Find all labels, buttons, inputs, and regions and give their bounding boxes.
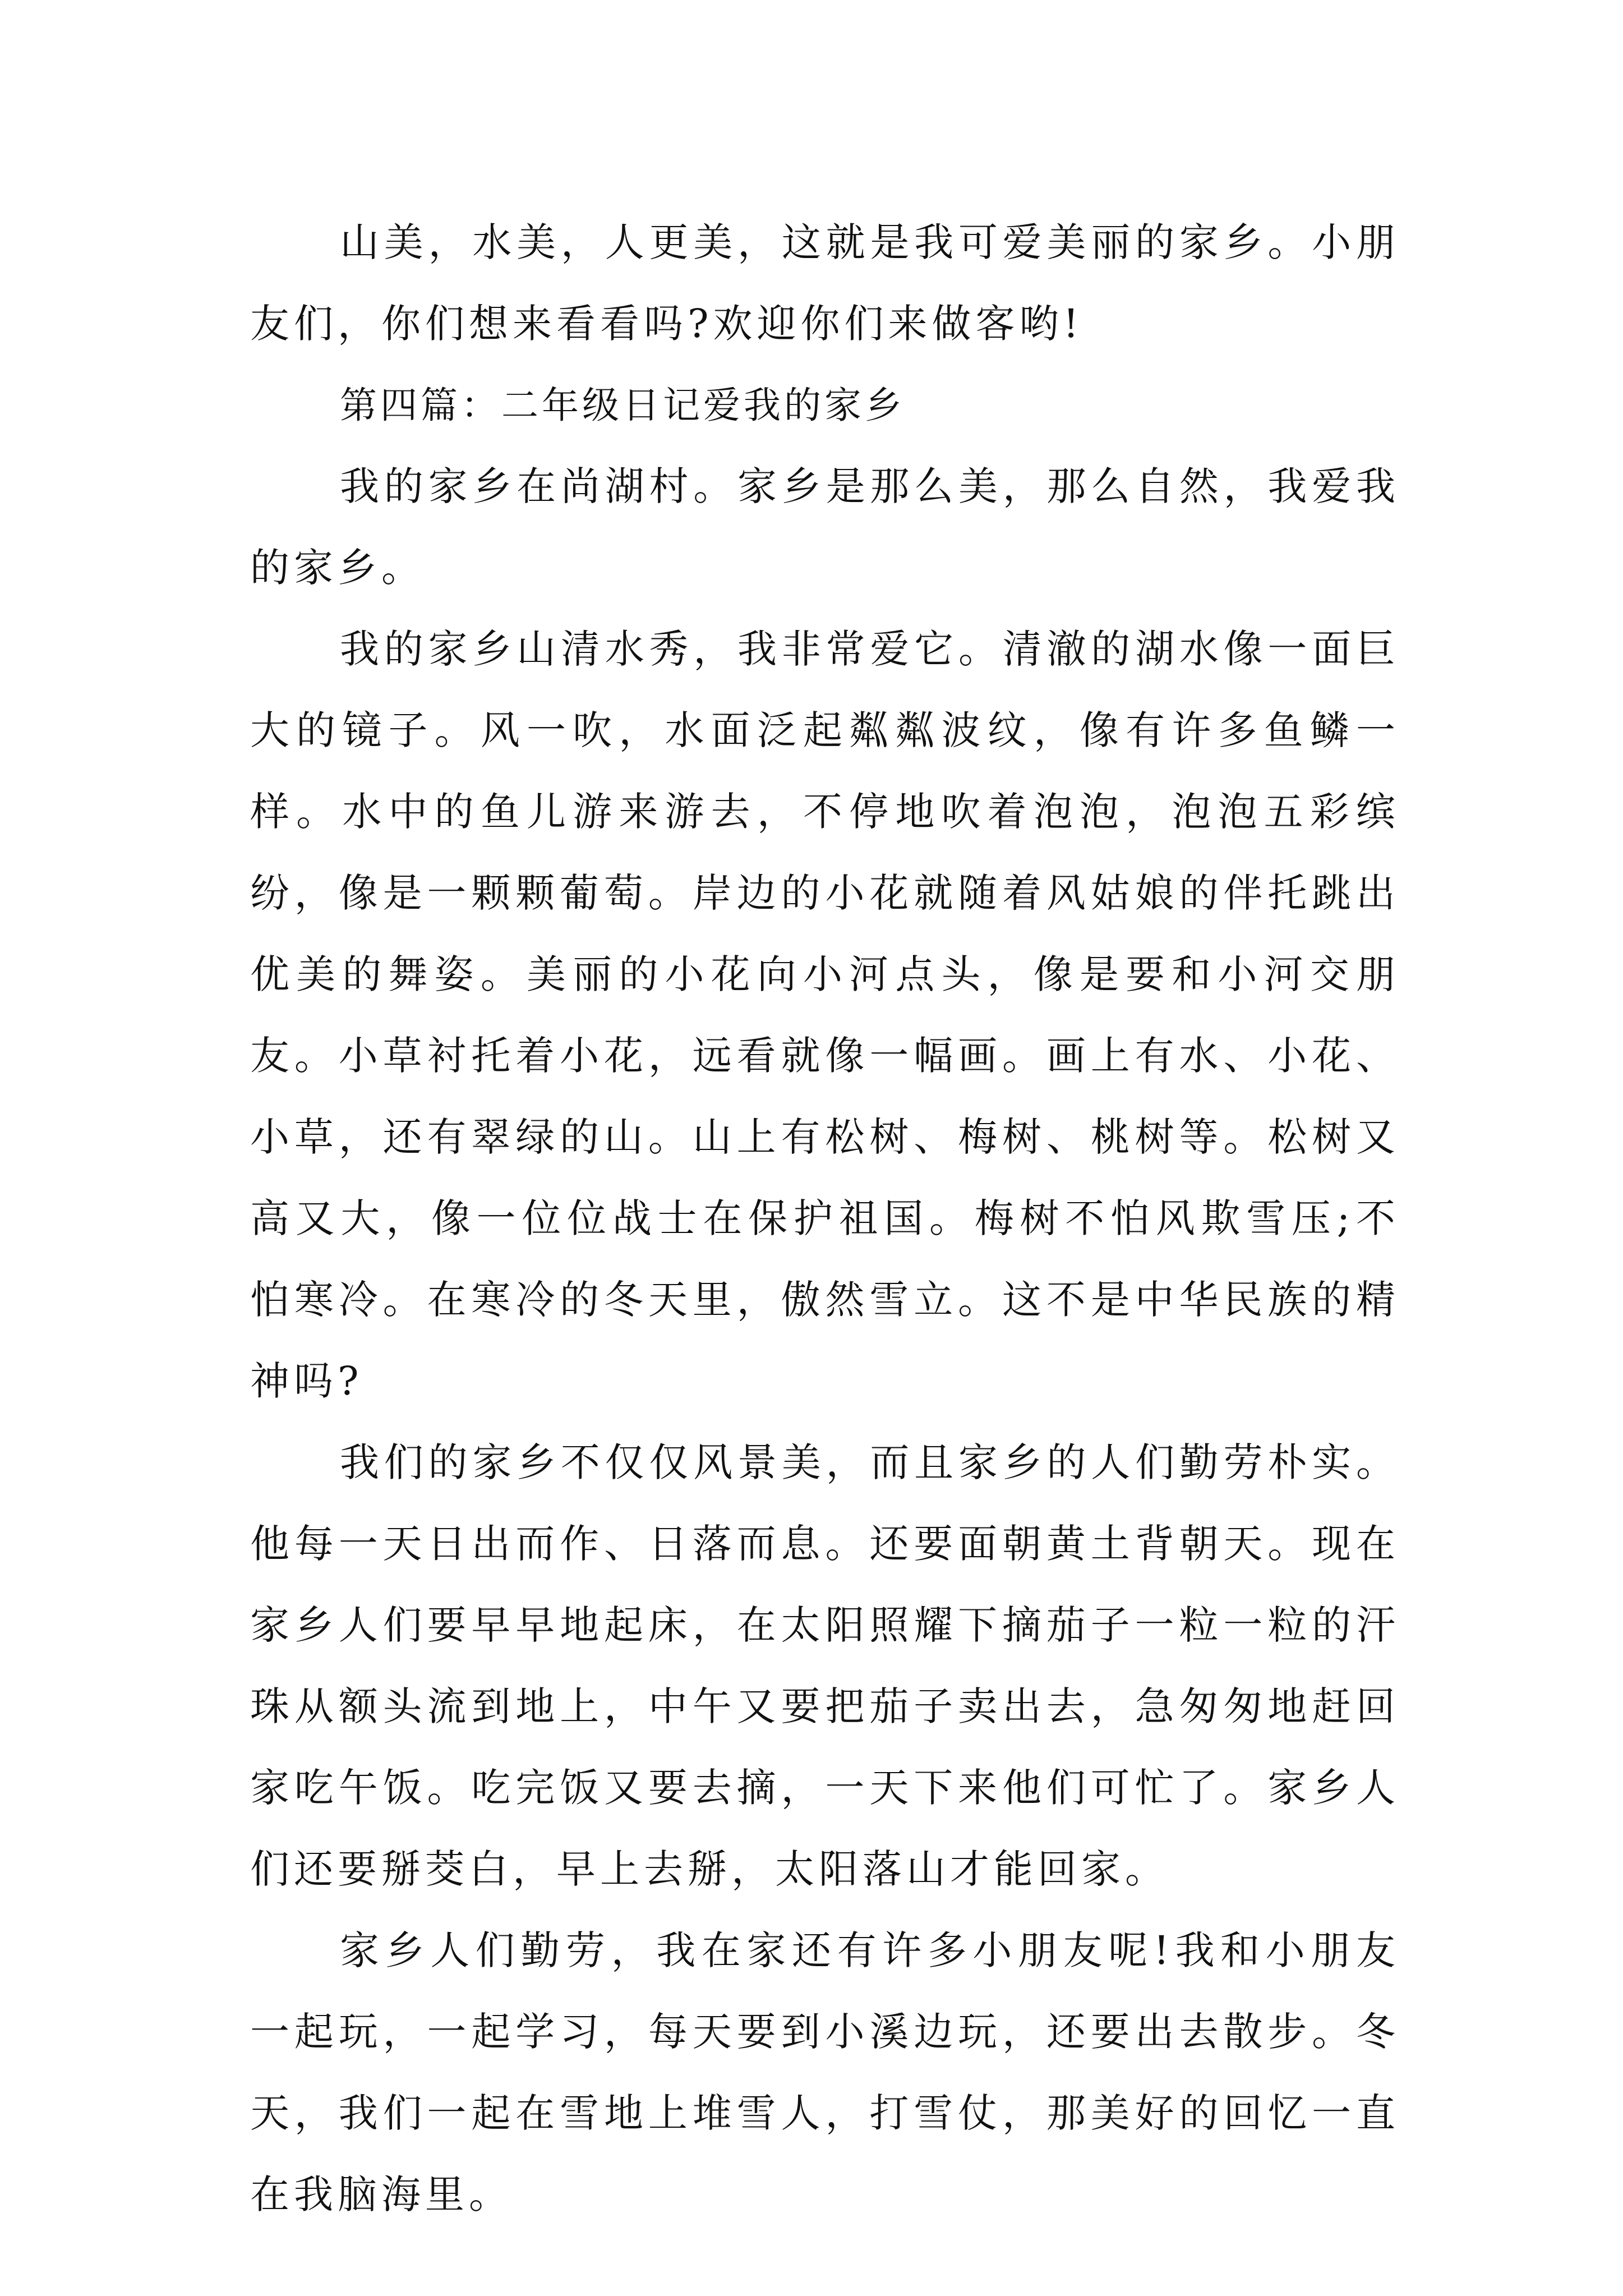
section-heading: 第四篇：二年级日记爱我的家乡 [340, 384, 905, 427]
paragraph-friends: 家乡人们勤劳，我在家还有许多小朋友呢!我和小朋友一起玩，一起学习，每天要到小溪边玩，还要出去散步。冬天，我们一起在雪地上堆雪人，打雪仗，那美好的回忆一直在我脑海里。 [250, 1927, 1400, 2217]
document-body [250, 202, 1400, 2235]
paragraph-scenery: 我的家乡山清水秀，我非常爱它。清澈的湖水像一面巨大的镜子。风一吹，水面泛起粼粼波纹，像有许多鱼鳞一样。水中的鱼儿游来游去，不停地吹着泡泡，泡泡五彩缤纷，像是一颗颗葡萄。岸边的小花就随着风姑娘的伴托跳出优美的舞姿。美丽的小花向小河点头，像是要和小河交朋友。小草衬托着小花，远看就像一幅画。画上有水、小花、小草，还有翠绿的山。山上有松树、梅树、桃树等。松树又高又大，像一位位战士在保护祖国。梅树不怕风欺雪压;不怕寒冷。在寒冷的冬天里，傲然雪立。这不是中华民族的精神吗? [250, 626, 1400, 1404]
paragraph-closing: 山美，水美，人更美，这就是我可爱美丽的家乡。小朋友们，你们想来看看吗?欢迎你们来做客哟! [250, 219, 1400, 347]
paragraph-people: 我们的家乡不仅仅风景美，而且家乡的人们勤劳朴实。他每一天日出而作、日落而息。还要面朝黄土背朝天。现在家乡人们要早早地起床，在太阳照耀下摘茄子一粒一粒的汗珠从额头流到地上，中午又要把茄子卖出去，急匆匆地赶回家吃午饭。吃完饭又要去摘，一天下来他们可忙了。家乡人们还要掰茭白，早上去掰，太阳落山才能回家。 [250, 1439, 1400, 1892]
paragraph-intro: 我的家乡在尚湖村。家乡是那么美，那么自然，我爱我的家乡。 [250, 463, 1400, 591]
